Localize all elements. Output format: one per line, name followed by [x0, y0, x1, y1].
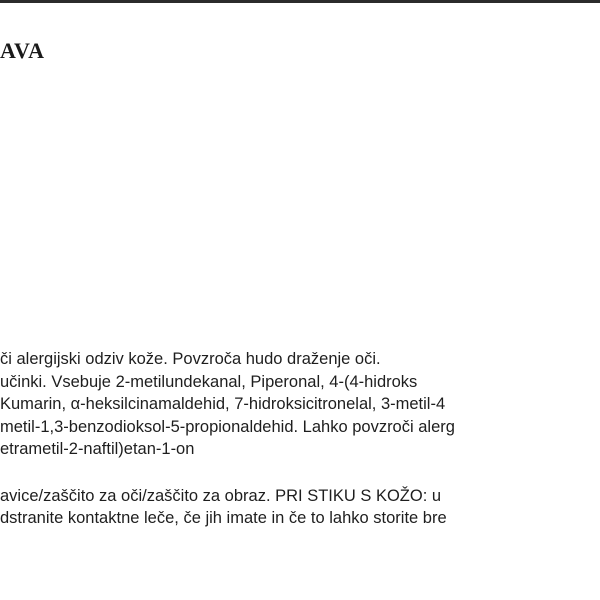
hazard-text-line: metil-1,3-benzodioksol-5-propionaldehid. Lahko povzroči alerg — [0, 418, 455, 436]
hazard-text-line: etrametil-2-naftil)etan-1-on — [0, 440, 195, 458]
top-border-rule — [0, 0, 600, 3]
hazard-text-line: učinki. Vsebuje 2-metilundekanal, Piperonal, 4-(4-hidroks — [0, 373, 418, 391]
precaution-text-line: avice/zaščito za oči/zaščito za obraz. PRI STIKU S KOŽO: u — [0, 487, 442, 505]
section-heading: AVA — [0, 38, 45, 63]
hazard-text-line: Kumarin, α-heksilcinamaldehid, 7-hidroksicitronelal, 3-metil-4 — [0, 395, 446, 413]
precaution-text-line: dstranite kontaktne leče, če jih imate in če to lahko storite bre — [0, 509, 447, 527]
hazard-text-line: či alergijski odziv kože. Povzroča hudo draženje oči. — [0, 350, 381, 368]
